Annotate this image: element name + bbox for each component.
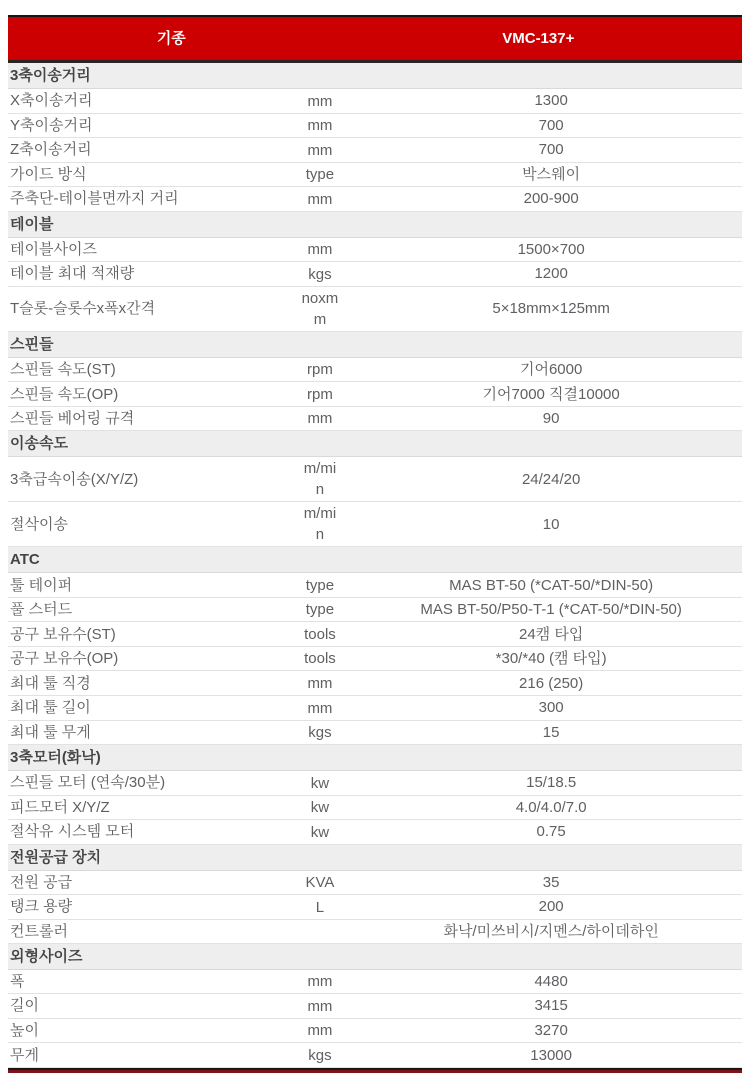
spec-unit-text: rpm <box>307 385 333 403</box>
section-title: ATC <box>10 551 40 569</box>
section-header-row <box>8 431 742 457</box>
spec-unit-text: mm <box>307 699 333 717</box>
spec-label: 풀 스터드 <box>10 601 73 619</box>
spec-value: 4.0/4.0/7.0 <box>515 798 587 816</box>
table-row <box>8 994 742 1019</box>
spec-label: 툴 테이퍼 <box>10 576 73 594</box>
table-row <box>8 1019 742 1044</box>
spec-unit-text: mm <box>307 117 333 135</box>
spec-unit <box>280 994 361 1018</box>
spec-value: 200 <box>538 898 564 916</box>
spec-label: 피드모터 X/Y/Z <box>10 798 110 816</box>
table-row <box>8 358 742 383</box>
spec-value: 3415 <box>534 997 568 1015</box>
table-row <box>8 796 742 821</box>
section-title: 스핀들 <box>10 335 54 353</box>
section-header-row <box>8 332 742 358</box>
table-row <box>8 820 742 845</box>
spec-unit-text: mm <box>307 241 333 259</box>
spec-unit-text: noxmm <box>301 289 339 328</box>
spec-value: 기어6000 <box>519 360 583 378</box>
spec-unit <box>280 721 361 745</box>
spec-unit <box>280 920 361 943</box>
spec-unit-text: rpm <box>307 361 333 379</box>
spec-unit <box>280 138 361 162</box>
spec-value: 300 <box>538 699 564 717</box>
spec-value: 1300 <box>534 92 568 110</box>
spec-label: 절삭유 시스템 모터 <box>10 823 135 841</box>
spec-label: 탱크 용량 <box>10 898 73 916</box>
table-row <box>8 163 742 188</box>
spec-label: T슬롯-슬롯수x폭x간격 <box>10 300 156 318</box>
section-title: 3축이송거리 <box>10 67 91 84</box>
section-header-row <box>8 63 742 89</box>
table-row <box>8 671 742 696</box>
table-body <box>8 63 742 1068</box>
table-row <box>8 114 742 139</box>
spec-unit <box>280 382 361 406</box>
table-row <box>8 89 742 114</box>
spec-unit <box>280 502 361 546</box>
spec-value: 화낙/미쓰비시/지멘스/하이데하인 <box>443 922 659 940</box>
section-header-row <box>8 547 742 573</box>
spec-unit <box>280 262 361 286</box>
section-title: 테이블 <box>10 215 54 233</box>
spec-value: *30/*40 (캠 타입) <box>495 650 607 668</box>
spec-value: 4480 <box>534 972 568 990</box>
table-row <box>8 138 742 163</box>
table-row <box>8 407 742 432</box>
spec-unit <box>280 287 361 331</box>
spec-unit-text: tools <box>304 650 336 668</box>
spec-unit <box>280 671 361 695</box>
section-title: 외형사이즈 <box>10 947 83 965</box>
table-row <box>8 696 742 721</box>
table-row <box>8 647 742 672</box>
table-row <box>8 382 742 407</box>
header-model-label: 기종 <box>156 30 186 47</box>
section-title: 3축모터(화낙) <box>10 749 101 767</box>
table-row <box>8 871 742 896</box>
spec-value: 216 (250) <box>519 674 584 692</box>
section-title: 이송속도 <box>10 435 68 453</box>
section-header-row <box>8 745 742 771</box>
spec-value: 24캠 타입 <box>518 625 584 643</box>
spec-value: 1500×700 <box>517 240 585 258</box>
spec-label: 무게 <box>10 1046 39 1064</box>
spec-value: 10 <box>542 515 560 533</box>
spec-unit-text: mm <box>307 997 333 1015</box>
table-row <box>8 1043 742 1068</box>
spec-unit-text: kgs <box>308 724 332 742</box>
table-row <box>8 920 742 944</box>
spec-unit <box>280 871 361 895</box>
spec-unit-text: kgs <box>308 1046 332 1064</box>
spec-label: 폭 <box>10 972 25 990</box>
spec-unit-text: mm <box>307 674 333 692</box>
spec-unit <box>280 114 361 138</box>
spec-value: 700 <box>538 141 564 159</box>
table-row <box>8 895 742 920</box>
spec-unit-text: mm <box>307 141 333 159</box>
spec-label: 절삭이송 <box>10 515 68 533</box>
table-header-row <box>8 17 742 63</box>
spec-label: 최대 툴 직경 <box>10 674 91 692</box>
spec-value: 0.75 <box>536 823 566 841</box>
spec-unit-text: kw <box>310 774 330 792</box>
table-row <box>8 771 742 796</box>
spec-unit <box>280 457 361 501</box>
spec-unit <box>280 573 361 597</box>
spec-label: 컨트롤러 <box>10 922 68 940</box>
spec-unit <box>280 622 361 646</box>
spec-label: X축이송거리 <box>10 92 93 110</box>
spec-unit-text: tools <box>304 625 336 643</box>
table-row <box>8 598 742 623</box>
spec-value: 3270 <box>534 1022 568 1040</box>
section-header-row <box>8 845 742 871</box>
spec-value: 박스웨이 <box>522 165 581 183</box>
spec-label: 가이드 방식 <box>10 165 87 183</box>
spec-unit-text: kw <box>310 799 330 817</box>
spec-label: 공구 보유수(OP) <box>10 650 119 668</box>
spec-unit-text: m/min <box>303 460 337 499</box>
table-row <box>8 502 742 547</box>
spec-value: 5×18mm×125mm <box>492 300 610 318</box>
spec-unit-text: type <box>305 576 335 594</box>
spec-unit-text: mm <box>307 973 333 991</box>
spec-unit <box>280 647 361 671</box>
spec-unit-text: m/min <box>303 505 337 544</box>
spec-label: 전원 공급 <box>10 873 73 891</box>
table-bottom-rule <box>8 1068 742 1073</box>
spec-unit-text: mm <box>307 92 333 110</box>
table-row <box>8 622 742 647</box>
spec-unit-text: KVA <box>305 874 335 892</box>
spec-label: 길이 <box>10 997 39 1015</box>
spec-unit-text: mm <box>307 190 333 208</box>
spec-label: Y축이송거리 <box>10 116 93 134</box>
table-row <box>8 970 742 995</box>
spec-label: 최대 툴 길이 <box>10 699 91 717</box>
spec-unit-text: mm <box>307 410 333 428</box>
spec-label: 3축급속이송(X/Y/Z) <box>10 470 139 488</box>
spec-unit-text: type <box>305 166 335 184</box>
spec-value: 1200 <box>534 265 568 283</box>
spec-unit-text: L <box>315 898 325 916</box>
spec-unit <box>280 895 361 919</box>
spec-value: 35 <box>542 873 560 891</box>
spec-unit-text: mm <box>307 1022 333 1040</box>
spec-unit <box>280 358 361 382</box>
spec-label: 테이블 최대 적재량 <box>10 265 135 283</box>
spec-value: 기어7000 직결10000 <box>482 385 620 403</box>
spec-label: Z축이송거리 <box>10 141 92 159</box>
spec-unit <box>280 407 361 431</box>
spec-unit <box>280 1043 361 1067</box>
spec-unit <box>280 238 361 262</box>
spec-unit <box>280 696 361 720</box>
spec-unit <box>280 1019 361 1043</box>
table-row <box>8 187 742 212</box>
spec-label: 스핀들 속도(OP) <box>10 385 119 403</box>
spec-table <box>8 15 742 1073</box>
table-row <box>8 287 742 332</box>
section-title: 전원공급 장치 <box>10 848 102 866</box>
spec-label: 높이 <box>10 1022 39 1040</box>
spec-value: MAS BT-50 (*CAT-50/*DIN-50) <box>449 576 654 594</box>
spec-label: 스핀들 베어링 규격 <box>10 410 135 428</box>
spec-value: MAS BT-50/P50-T-1 (*CAT-50/*DIN-50) <box>420 601 682 619</box>
spec-label: 스핀들 속도(ST) <box>10 360 116 378</box>
spec-label: 스핀들 모터 (연속/30분) <box>10 774 166 792</box>
table-row <box>8 238 742 263</box>
spec-unit <box>280 89 361 113</box>
section-header-row <box>8 212 742 238</box>
spec-unit <box>280 970 361 994</box>
spec-value: 13000 <box>530 1046 572 1064</box>
spec-value: 24/24/20 <box>521 470 581 488</box>
spec-unit-text: kgs <box>308 265 332 283</box>
table-row <box>8 262 742 287</box>
spec-unit <box>280 187 361 211</box>
spec-value: 700 <box>538 116 564 134</box>
section-header-row <box>8 944 742 970</box>
spec-label: 공구 보유수(ST) <box>10 625 116 643</box>
spec-label: 주축단-테이블면까지 거리 <box>10 190 179 208</box>
spec-label: 최대 툴 무게 <box>10 723 91 741</box>
spec-label: 테이블사이즈 <box>10 240 97 258</box>
table-row <box>8 457 742 502</box>
spec-unit <box>280 163 361 187</box>
header-model-value: VMC-137+ <box>502 30 575 47</box>
spec-value: 15/18.5 <box>526 774 577 792</box>
spec-unit-text: kw <box>310 823 330 841</box>
spec-unit <box>280 820 361 844</box>
spec-unit-text: type <box>305 601 335 619</box>
spec-unit <box>280 598 361 622</box>
spec-value: 90 <box>542 410 560 428</box>
spec-value: 15 <box>542 723 560 741</box>
table-row <box>8 573 742 598</box>
spec-value: 200-900 <box>523 190 579 208</box>
table-row <box>8 721 742 746</box>
spec-unit <box>280 771 361 795</box>
spec-unit <box>280 796 361 820</box>
